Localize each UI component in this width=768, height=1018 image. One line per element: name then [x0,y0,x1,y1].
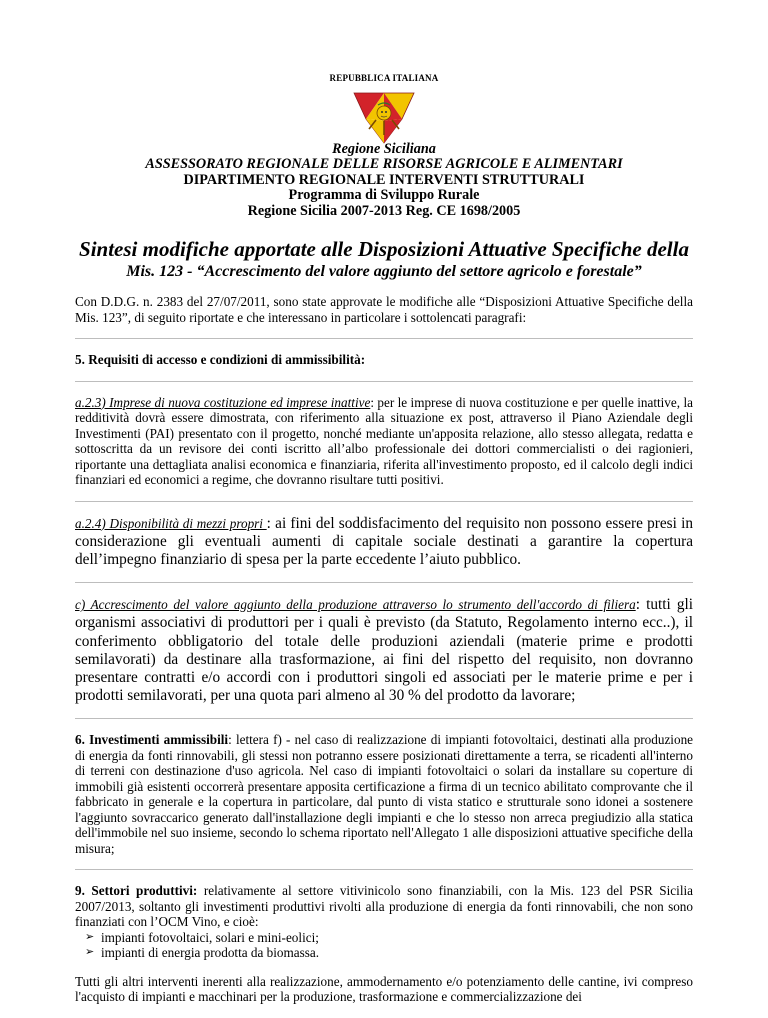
intro-paragraph: Con D.D.G. n. 2383 del 27/07/2011, sono state approvate le modifiche alle “Disposizioni Attuative Specifiche della Mis. 123”, di seguito riportate e che interessano in particolare i sottolencati paragrafi: [75,294,693,325]
paragraph-c [75,596,693,705]
c-text: : tutti gli organismi associativi di produttori per i quali è previsto (da Statuto, Regolamento interno ecc..), il conferimento obbligatorio del totale delle produzioni aziendali (materie prime e prodotti semilavorati) da destinare alla trasformazione, ai fini del rispetto del requisito, non dovranno presentare contratti e/o accordi con i produttori singoli ed associati per le materie prime e per i prodotti semilavorati, per una quota pari almeno al 30 % del prodotto da lavorare; [75,596,693,705]
paragraph-a24 [75,515,693,570]
section-5-heading: 5. Requisiti di accesso e condizioni di ammissibilità: [75,352,366,367]
section-9-text: relativamente al settore vitivinicolo sono finanziabili, con la Mis. 123 del PSR Sicilia 2007/2013, soltanto gli investimenti produttivi rivolti alla produzione di energia da fonti rinnovabili, che non sono finanziati con l’OCM Vino, e cioè: [75,883,693,930]
document-body [75,294,693,1018]
arrowhead-bullet-icon: ➢ [85,930,95,943]
regolamento-name: Regione Sicilia 2007-2013 Reg. CE 1698/2005 [247,202,521,219]
dipartimento-name: DIPARTIMENTO REGIONALE INTERVENTI STRUTTURALI [183,171,585,188]
a23-label: a.2.3) Imprese di nuova costituzione ed imprese inattive [75,394,371,410]
title-subtitle: Mis. 123 - “Accrescimento del valore aggiunto del settore agricolo e forestale” [126,263,642,280]
institution-header [0,142,768,219]
section-divider [75,869,693,870]
section-6-text: : lettera f) - nel caso di realizzazione di impianti fotovoltaici, destinati alla produzione di energia da fonti rinnovabili, gli stessi non potranno essere posizionati direttamente a terra, se ricadenti all'interno di terreni con destinazione d'uso agricola. Nel caso di impianti fotovoltaici o solari da installare su coperture di immobili già esistenti occorrerà presentare apposita certificazione a firma di un tecnico abilitato comprovante che il fabbricato in generale e la copertura in particolare, dal punto di vista statico e strutturale sono idonei a sostenere l'aggiunto sovraccarico generato dall'installazione degli impianti e che lo stesso non arreca pregiudizio alla statica dell'immobile nel suo insieme, secondo lo schema riportato nell'Allegato 1 alle disposizioni attuative specifiche della misura; [75,732,694,856]
title-main: Sintesi modifiche apportate alle Disposizioni Attuative Specifiche della [79,237,689,261]
a23-text: : per le imprese di nuova costituzione e per quelle inattive, la redditività dovrà essere dimostrata, con riferimento alla situazione ex post, attraverso il Piano Aziendale degli Investimenti (PAI) presentato con il progetto, nonché mediante un'apposita relazione, allo stesso allegata, redatta e sottoscritta da un revisore dei conti iscritto all’albo professionale dei dottori commercialisti o dei ragionieri, riportante una dettagliata analisi economica e finanziaria, riferita all'investimento proposto, ed il calcolo degli indici finanziari ed economici a regime, che dovranno risultare tutti positivi. [75,394,693,487]
section-divider [75,718,693,719]
list-item: ➢ impianti di energia prodotta da biomassa. [85,945,320,961]
section-6-paragraph [75,732,693,856]
section-9-paragraph [75,883,693,930]
a24-text: : ai fini del soddisfacimento del requisito non possono essere presi in considerazione gli eventuali aumenti di capitale sociale destinati a garantire la copertura dell’impegno finanziario di spesa per la parte eccedente l’aiuto pubblico. [75,514,693,568]
programma-name: Programma di Sviluppo Rurale [288,187,480,204]
section-divider [75,381,693,382]
closing-paragraph: Tutti gli altri interventi inerenti alla realizzazione, ammodernamento e/o potenziamento delle cantine, ivi compreso l'acquisto di impianti e macchinari per la produzione, trasformazione e commercializzazione dei [75,973,693,1005]
document-title [0,236,768,281]
c-label: c) Accrescimento del valore aggiunto della produzione attraverso lo strumento dell'accordo di filiera [75,597,636,613]
section-6-heading: 6. Investimenti ammissibili [75,732,229,748]
section-divider [75,501,693,502]
a24-label: a.2.4) Disponibilità di mezzi propri [75,515,267,531]
arrowhead-bullet-icon: ➢ [85,946,95,959]
list-item: ➢ impianti fotovoltaici, solari e mini-eolici; [85,929,319,945]
assessorato-name: ASSESSORATO REGIONALE DELLE RISORSE AGRICOLE E ALIMENTARI [145,156,623,173]
republic-header: REPUBBLICA ITALIANA [329,73,439,83]
section-divider [75,338,693,339]
trinacria-emblem-icon [352,91,416,145]
paragraph-a23 [75,395,693,488]
region-name: Regione Siciliana [332,141,436,157]
energy-list [75,930,693,961]
section-divider [75,582,693,583]
section-9-heading: 9. Settori produttivi: [75,883,198,899]
